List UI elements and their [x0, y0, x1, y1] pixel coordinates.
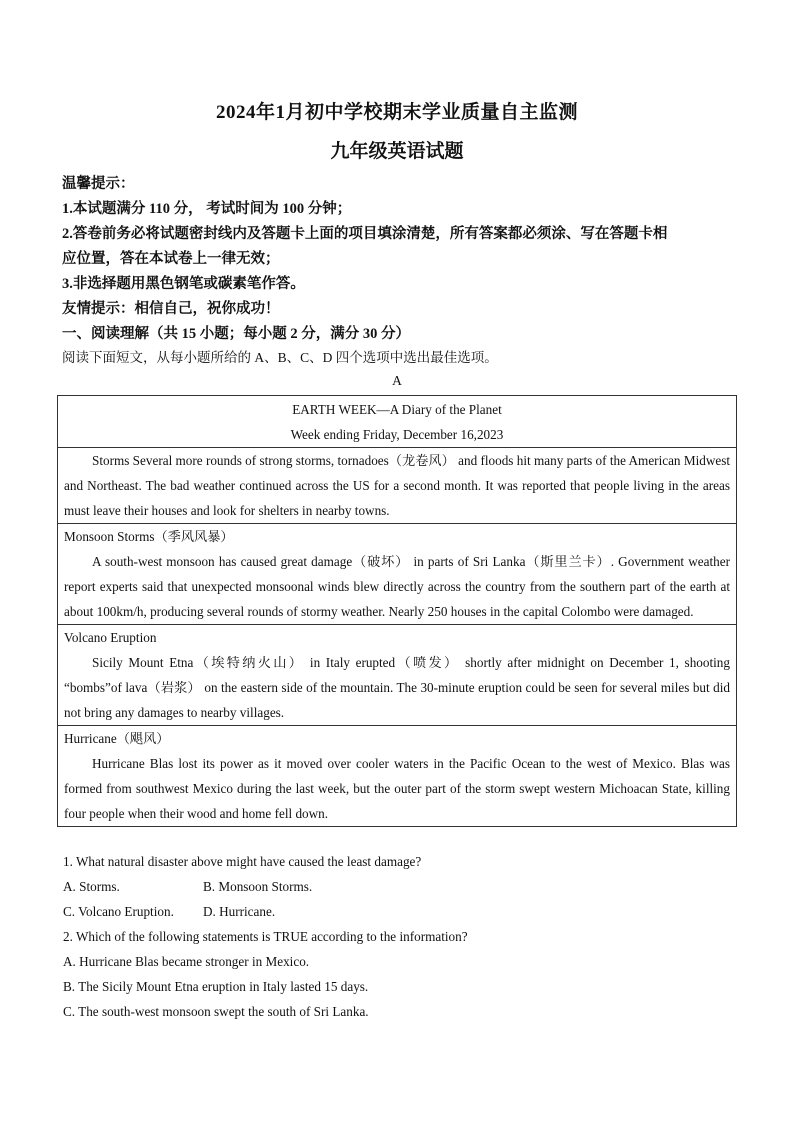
q1-option-c: C. Volcano Eruption.: [63, 904, 174, 919]
passage-letter: A: [392, 373, 402, 388]
q2-option-a: A. Hurricane Blas became stronger in Mexico.: [63, 954, 310, 969]
volcano-section: [58, 624, 736, 725]
question-1-options-row1: [63, 874, 743, 899]
question-2: 2. Which of the following statements is TRUE according to the information?: [63, 929, 468, 944]
note-2-line1: 2.答卷前务必将试题密封线内及答题卡上面的项目填涂清楚，所有答案都必须涂、写在答题卡相: [62, 226, 668, 242]
hurricane-title: Hurricane（飓风）: [64, 731, 170, 746]
question-1: 1. What natural disaster above might have caused the least damage?: [63, 854, 422, 869]
exam-notes: [62, 172, 742, 347]
monsoon-paragraph: A south-west monsoon has caused great damage（破坏） in parts of Sri Lanka（斯里兰卡）. Government weather report experts said that unexpected monsoonal winds blew directly across the country from the southern part of the earth at about 100km/h, producing several rounds of stormy weather. Nearly 250 houses in the capital Colombo were damaged.: [64, 554, 730, 619]
passage-header-line2: Week ending Friday, December 16,2023: [290, 427, 504, 442]
question-1-options-row2: [63, 899, 743, 924]
note-3: 3.非选择题用黑色钢笔或碳素笔作答。: [62, 276, 305, 292]
exam-title: 2024年1月初中学校期末学业质量自主监测: [215, 102, 578, 123]
monsoon-section: [58, 523, 736, 624]
storms-paragraph: Storms Several more rounds of strong storms, tornadoes（龙卷风） and floods hit many parts of the American Midwest and Northeast. The bad weather continued across the US for a second month. It was reported that people living in the areas must leave their houses and look for shelters in nearby towns.: [64, 453, 730, 518]
q2-option-b: B. The Sicily Mount Etna eruption in Italy lasted 15 days.: [63, 979, 369, 994]
friendly-note: 友情提示：相信自己，祝你成功！: [62, 301, 280, 317]
hurricane-section: [58, 725, 736, 826]
passage-header: [58, 396, 736, 447]
passage-header-line1: EARTH WEEK—A Diary of the Planet: [292, 402, 502, 417]
passage-box: [57, 395, 737, 827]
q2-option-c: C. The south-west monsoon swept the south of Sri Lanka.: [63, 1004, 369, 1019]
q1-option-a: A. Storms.: [63, 879, 120, 894]
monsoon-title: Monsoon Storms（季风风暴）: [64, 529, 234, 544]
section-heading: 一、阅读理解（共 15 小题；每小题 2 分，满分 30 分）: [62, 326, 410, 342]
exam-subtitle: 九年级英语试题: [330, 141, 464, 162]
q1-option-b: B. Monsoon Storms.: [203, 879, 313, 894]
note-1: 1.本试题满分 110 分， 考试时间为 100 分钟；: [62, 201, 352, 217]
questions: [63, 849, 743, 1024]
hurricane-paragraph: Hurricane Blas lost its power as it moved over cooler waters in the Pacific Ocean to the west of Mexico. Blas was formed from southwest Mexico during the last week, but the outer part of the storm swept western Michoacan State, killing four people when their wood and home fell down.: [64, 756, 730, 821]
storms-section: [58, 447, 736, 523]
notes-heading: 温馨提示：: [62, 176, 135, 192]
note-2-line2: 应位置，答在本试卷上一律无效；: [62, 251, 280, 267]
volcano-title: Volcano Eruption: [64, 630, 157, 645]
section-instruction: 阅读下面短文，从每小题所给的 A、B、C、D 四个选项中选出最佳选项。: [62, 350, 498, 365]
q1-option-d: D. Hurricane.: [203, 904, 276, 919]
volcano-paragraph: Sicily Mount Etna（埃特纳火山） in Italy erupted（喷发） shortly after midnight on December 1, shooting “bombs”of lava（岩浆） on the eastern side of the mountain. The 30-minute eruption could be seen for several miles but did not bring any damages to nearby villages.: [64, 655, 730, 720]
